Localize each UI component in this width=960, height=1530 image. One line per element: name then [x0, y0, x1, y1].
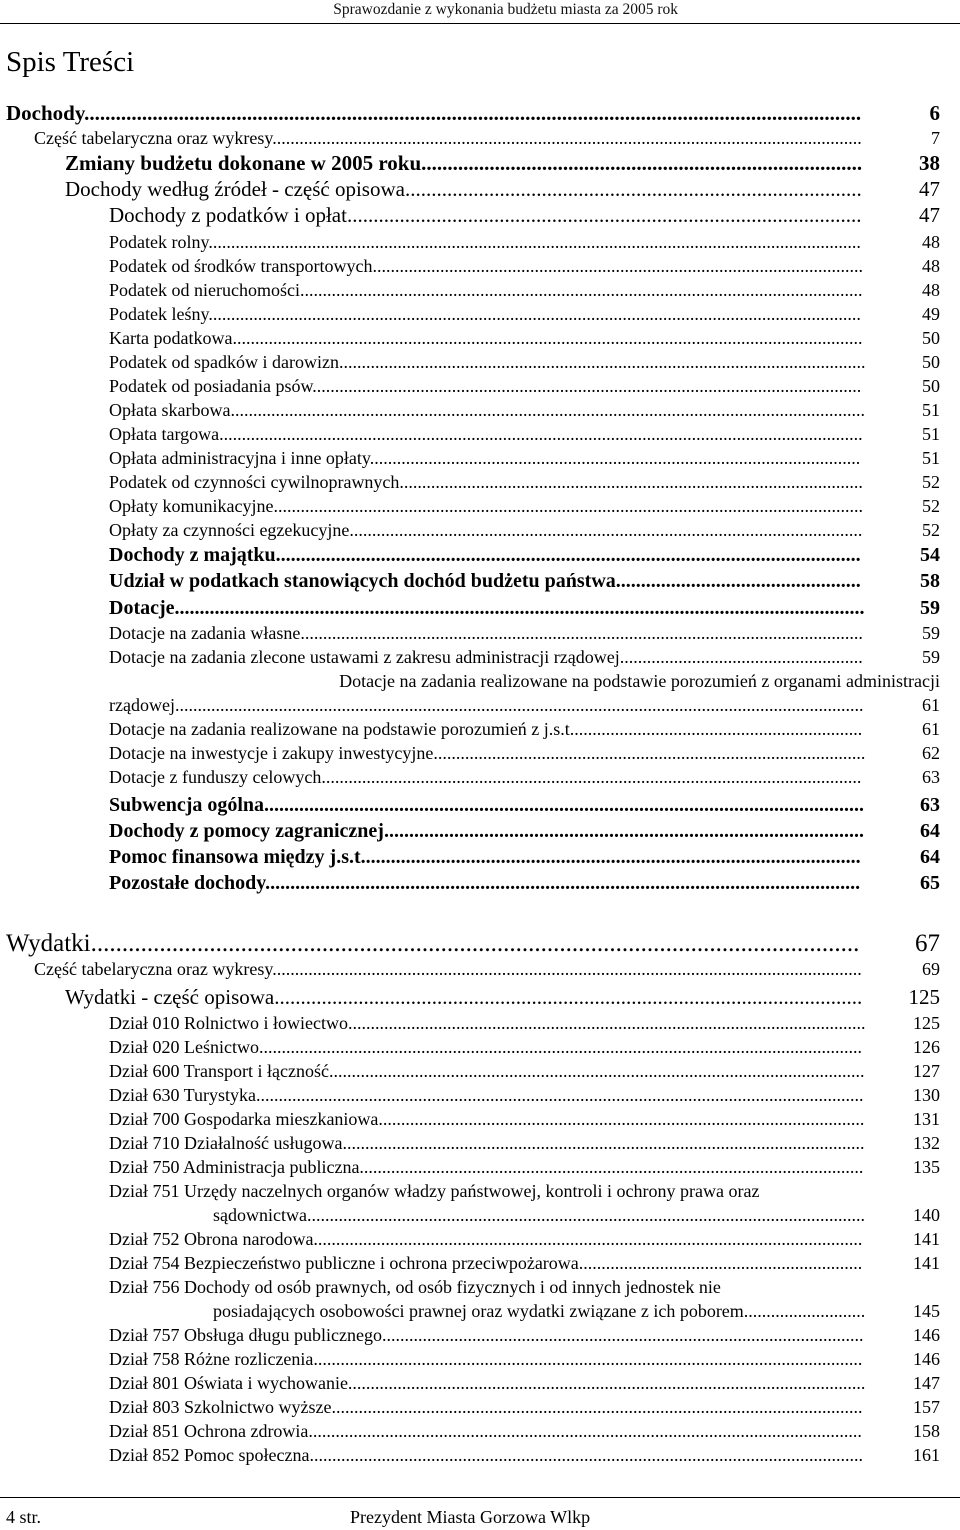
toc-entry-page: 141: [913, 1253, 940, 1273]
toc-entry-page: 52: [922, 520, 940, 540]
toc-entry-page: 127: [913, 1061, 940, 1081]
toc-entry-label: Opłaty za czynności egzekucyjne..................................................................................................................: [109, 520, 863, 540]
toc-entry-page: 69: [922, 959, 940, 979]
toc-entry-label: Opłata administracyjna i inne opłaty.............................................................................................................: [109, 448, 861, 468]
toc-entry[interactable]: [109, 844, 940, 870]
toc-entry[interactable]: [109, 303, 940, 325]
toc-entry-page: 64: [920, 820, 940, 842]
toc-entry[interactable]: [109, 423, 940, 445]
toc-entry-page: 7: [931, 128, 940, 148]
toc-entry[interactable]: [109, 1420, 940, 1442]
toc-entry[interactable]: [109, 519, 940, 541]
toc-entry-label: Zmiany budżetu dokonane w 2005 roku....................................................................................: [65, 151, 863, 175]
toc-entry-page: 52: [922, 472, 940, 492]
toc-entry[interactable]: [109, 818, 940, 844]
toc-entry-label: Podatek od czynności cywilnoprawnych.......................................................................................................: [109, 472, 863, 492]
toc-entry[interactable]: [109, 766, 940, 788]
toc-entry[interactable]: [109, 718, 940, 740]
toc-entry-label: Dział 852 Pomoc społeczna...........................................................................................................................: [109, 1445, 863, 1465]
toc-entry[interactable]: [109, 792, 940, 818]
toc-entry-label: Dział 751 Urzędy naczelnych organów władzy państwowej, kontroli i ochrony prawa oraz: [109, 1181, 760, 1201]
toc-entry-label: Dział 710 Działalność usługowa....................................................................................................................: [109, 1133, 865, 1153]
toc-entry-label: Opłata skarbowa.............................................................................................................................................: [109, 400, 865, 420]
toc-entry-label: Wydatki - część opisowa................................................................................................................: [65, 985, 863, 1009]
toc-entry[interactable]: [109, 351, 940, 373]
toc-entry[interactable]: [109, 1084, 940, 1106]
toc-entry-label: Opłaty komunikacyjne...................................................................................................................................: [109, 496, 863, 516]
toc-entry[interactable]: [109, 202, 940, 228]
toc-entry-page: 61: [922, 719, 940, 739]
toc-entry-label: Dotacje..........................................................................................................................................: [109, 597, 865, 619]
toc-entry[interactable]: [109, 670, 940, 716]
toc-entry-page: 67: [915, 930, 940, 957]
toc-entry[interactable]: [65, 176, 940, 202]
toc-entry[interactable]: [109, 399, 940, 421]
toc-entry[interactable]: [109, 1036, 940, 1058]
toc-entry[interactable]: [109, 1324, 940, 1346]
toc-entry-label: Dział 803 Szkolnictwo wyższe......................................................................................................................: [109, 1397, 863, 1417]
toc-entry-page: 48: [922, 232, 940, 252]
toc-entry-label: Część tabelaryczna oraz wykresy...................................................................................................................................: [34, 128, 862, 148]
toc-entry-page: 51: [922, 448, 940, 468]
toc-entry-page: 126: [913, 1037, 940, 1057]
toc-entry-page: 62: [922, 743, 940, 763]
toc-entry[interactable]: [109, 1348, 940, 1370]
toc-entry-label: Dotacje na zadania realizowane na podstawie porozumień z j.s.t.................................................................: [109, 719, 863, 739]
toc-entry[interactable]: [109, 742, 940, 764]
toc-entry[interactable]: [109, 542, 940, 568]
toc-entry-page: 157: [913, 1397, 940, 1417]
toc-entry[interactable]: [109, 1444, 940, 1466]
toc-entry-page: 48: [922, 280, 940, 300]
toc-entry-label: Dział 750 Administracja publiczna................................................................................................................: [109, 1157, 864, 1177]
toc-entry[interactable]: [109, 646, 940, 668]
toc-entry-label: Dochody z pomocy zagranicznej................................................................................................: [109, 820, 864, 842]
toc-entry-label: Dotacje na zadania zlecone ustawami z zakresu administracji rządowej......................................................: [109, 647, 863, 667]
toc-entry-page: 58: [920, 570, 940, 592]
toc-entry-label: Dochody z majątku.....................................................................................................................: [109, 544, 861, 566]
toc-entry[interactable]: [109, 1372, 940, 1394]
toc-entry-page: 50: [922, 328, 940, 348]
toc-entry-label: Dotacje na zadania realizowane na podstawie porozumień z organami administracji: [339, 671, 940, 691]
toc-entry-label: Dotacje na inwestycje i zakupy inwestycyjne................................................................................................: [109, 743, 866, 763]
toc-entry-page: 147: [913, 1373, 940, 1393]
toc-entry-label: Dział 700 Gospodarka mieszkaniowa............................................................................................................: [109, 1109, 865, 1129]
toc-entry[interactable]: [6, 100, 940, 126]
toc-entry[interactable]: [109, 1180, 940, 1226]
footer-rule: [0, 1497, 960, 1498]
toc-entry-label: Podatek od spadków i darowizn.....................................................................................................................: [109, 352, 866, 372]
toc-entry-label: Dotacje na zadania własne.............................................................................................................................: [109, 623, 863, 643]
toc-entry-label: Subwencja ogólna........................................................................................................................: [109, 794, 865, 816]
toc-entry-page: 145: [913, 1301, 940, 1321]
toc-entry-page: 49: [922, 304, 940, 324]
toc-entry-label: Pozostałe dochody.......................................................................................................................: [109, 872, 861, 894]
toc-entry[interactable]: [109, 471, 940, 493]
toc-entry-page: 132: [913, 1133, 940, 1153]
toc-entry-page: 61: [922, 695, 940, 715]
toc-entry-label: Dział 010 Rolnictwo i łowiectwo...................................................................................................................: [109, 1013, 866, 1033]
toc-entry-page: 59: [922, 647, 940, 667]
toc-entry[interactable]: [109, 1108, 940, 1130]
toc-entry-page: 54: [920, 544, 940, 566]
toc-entry-label: Dochody z podatków i opłat..................................................................................................: [109, 203, 862, 227]
toc-entry-label-continued: rządowej.........................................................................................................................................................: [109, 695, 864, 715]
header-text: Sprawozdanie z wykonania budżetu miasta za 2005 rok: [333, 1, 678, 18]
toc-entry-label: Dział 851 Ochrona zdrowia...........................................................................................................................: [109, 1421, 862, 1441]
toc-entry-page: 146: [913, 1325, 940, 1345]
toc-entry[interactable]: [109, 375, 940, 397]
toc-entry-page: 50: [922, 376, 940, 396]
toc-entry[interactable]: [109, 255, 940, 277]
toc-entry[interactable]: [34, 127, 940, 149]
toc-entry-page: 141: [913, 1229, 940, 1249]
toc-entry[interactable]: [109, 447, 940, 469]
toc-entry-label: Karta podatkowa............................................................................................................................................: [109, 328, 863, 348]
toc-entry-label: Podatek od posiadania psów..........................................................................................................................: [109, 376, 862, 396]
toc-entry-label: Dotacje z funduszy celowych........................................................................................................................: [109, 767, 862, 787]
toc-entry-label: Dział 801 Oświata i wychowanie...................................................................................................................: [109, 1373, 866, 1393]
toc-entry[interactable]: [6, 928, 940, 960]
toc-entry[interactable]: [109, 1132, 940, 1154]
footer-author: Prezydent Miasta Gorzowa Wlkp: [350, 1507, 591, 1527]
toc-entry-page: 125: [913, 1013, 940, 1033]
toc-entry[interactable]: [109, 1012, 940, 1034]
toc-entry-label: Dział 758 Różne rozliczenia..........................................................................................................................: [109, 1349, 863, 1369]
toc-entry-label: Dział 754 Bezpieczeństwo publiczne i ochrona przeciwpożarowa...............................................................: [109, 1253, 863, 1273]
toc-entry-page: 140: [913, 1205, 940, 1225]
toc-entry-label: Wydatki...........................................................................................................................: [6, 930, 860, 957]
toc-entry[interactable]: [109, 231, 940, 253]
toc-entry-page: 48: [922, 256, 940, 276]
toc-entry-label: Udział w podatkach stanowiących dochód budżetu państwa.................................................: [109, 570, 861, 592]
toc-entry-label: Dochody....................................................................................................................................................: [6, 101, 862, 125]
toc-entry-page: 52: [922, 496, 940, 516]
toc-entry-label: Opłata targowa...............................................................................................................................................: [109, 424, 863, 444]
toc-entry-page: 51: [922, 424, 940, 444]
toc-entry[interactable]: [109, 1228, 940, 1250]
toc-entry-label: Podatek od nieruchomości.............................................................................................................................: [109, 280, 863, 300]
toc-entry-page: 63: [920, 794, 940, 816]
toc-entry-label: Podatek rolny.................................................................................................................................................: [109, 232, 861, 252]
toc-entry[interactable]: [109, 1396, 940, 1418]
toc-entry-page: 161: [913, 1445, 940, 1465]
toc-entry[interactable]: [34, 958, 940, 980]
page-footer: [0, 1497, 960, 1530]
toc-title: Spis Treści: [6, 46, 135, 78]
toc-entry[interactable]: [109, 1276, 940, 1322]
toc-entry-label: Część tabelaryczna oraz wykresy...................................................................................................................................: [34, 959, 862, 979]
toc-entry-page: 59: [920, 597, 940, 619]
toc-entry[interactable]: [65, 150, 940, 176]
toc-entry[interactable]: [109, 870, 940, 896]
toc-entry-page: 38: [919, 151, 940, 175]
toc-entry-page: 51: [922, 400, 940, 420]
toc-entry-label: Pomoc finansowa między j.s.t....................................................................................................: [109, 846, 861, 868]
toc-entry-page: 63: [922, 767, 940, 787]
toc-entry-page: 65: [920, 872, 940, 894]
running-header: [0, 0, 960, 22]
toc-entry-page: 59: [922, 623, 940, 643]
toc-entry-label-continued: posiadających osobowości prawnej oraz wydatki związane z ich poborem...........................: [213, 1301, 866, 1321]
toc-entry-label-continued: sądownictwa............................................................................................................................: [213, 1205, 865, 1225]
toc-entry-page: 47: [919, 177, 940, 201]
toc-entry-page: 125: [908, 985, 940, 1009]
toc-entry[interactable]: [109, 622, 940, 644]
toc-entry-page: 158: [913, 1421, 940, 1441]
toc-entry-page: 64: [920, 846, 940, 868]
toc-entry[interactable]: [109, 327, 940, 349]
header-rule: [0, 23, 960, 24]
toc-entry-page: 146: [913, 1349, 940, 1369]
toc-entry[interactable]: [109, 495, 940, 517]
toc-entry-page: 130: [913, 1085, 940, 1105]
toc-entry-page: 50: [922, 352, 940, 372]
toc-entry-label: Podatek od środków transportowych.............................................................................................................: [109, 256, 863, 276]
toc-entry-label: Dział 752 Obrona narodowa..........................................................................................................................: [109, 1229, 863, 1249]
toc-entry[interactable]: [109, 279, 940, 301]
toc-entry-label: Dział 020 Leśnictwo......................................................................................................................................: [109, 1037, 862, 1057]
toc-entry[interactable]: [109, 1156, 940, 1178]
footer-page-number: 4 str.: [6, 1507, 42, 1527]
toc-entry-page: 6: [929, 101, 940, 125]
toc-entry-label: Podatek leśny.................................................................................................................................................: [109, 304, 861, 324]
toc-entry-label: Dochody według źródeł - część opisowa.......................................................................................: [65, 177, 862, 201]
toc-entry[interactable]: [65, 984, 940, 1010]
toc-entry-label: Dział 600 Transport i łączność.......................................................................................................................: [109, 1061, 865, 1081]
toc-entry[interactable]: [109, 1060, 940, 1082]
toc-entry-label: Dział 630 Turystyka.......................................................................................................................................: [109, 1085, 864, 1105]
toc-entry-label: Dział 756 Dochody od osób prawnych, od osób fizycznych i od innych jednostek nie: [109, 1277, 721, 1297]
toc-entry-page: 131: [913, 1109, 940, 1129]
toc-entry[interactable]: [109, 568, 940, 594]
toc-entry-label: Dział 757 Obsługa długu publicznego...........................................................................................................: [109, 1325, 864, 1345]
toc-entry[interactable]: [109, 595, 940, 621]
toc-entry-page: 47: [919, 203, 940, 227]
toc-entry[interactable]: [109, 1252, 940, 1274]
toc-entry-page: 135: [913, 1157, 940, 1177]
